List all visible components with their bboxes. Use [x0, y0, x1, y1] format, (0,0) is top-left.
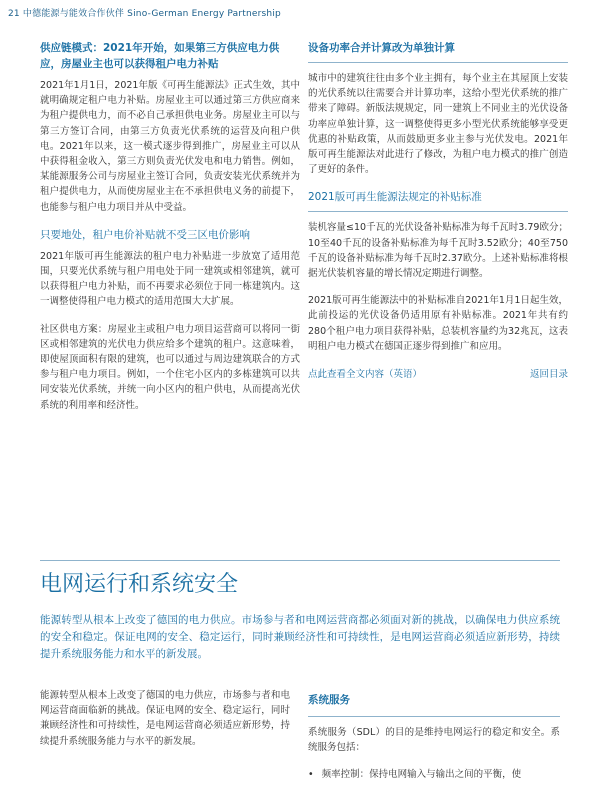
bottom-left-column — [40, 688, 290, 761]
section-title: 电网运行和系统安全 — [40, 572, 239, 597]
section-rule — [40, 560, 560, 561]
left-paragraph-3: 社区供电方案：房屋业主或租户电力项目运营商可以将同一街区或相邻建筑的光伏电力供应给多个建筑的租户。这意味着，即使屋顶面积有限的建筑，也可以通过与周边建筑联合的方式参与租户电力项目。例如，一个住宅小区内的多栋建筑可以共同安装光伏系统，并统一向小区内的租户供电，从而提高光伏系统的利用率和经济性。 — [40, 323, 300, 411]
left-heading-1: 供应链模式：2021年开始，如果第三方供应电力供应，房屋业主也可以获得租户电力补贴 — [40, 42, 280, 70]
section-intro: 能源转型从根本上改变了德国的电力供应。市场参与者和电网运营商都必须面对新的挑战，以确保电力供应系统的安全和稳定。保证电网的安全、稳定运行，同时兼顾经济性和可持续性，是电网运营商必须适应新形势，持续提升系统服务能力和水平的新发展。 — [40, 614, 560, 660]
left-column — [40, 40, 300, 425]
right-column — [308, 40, 568, 380]
bottom-right-column — [308, 692, 560, 782]
bullet-item — [308, 767, 560, 782]
right-divider-1 — [308, 62, 568, 63]
right-paragraph-1: 城市中的建筑往往由多个业主拥有，每个业主在其屋顶上安装的光伏系统以往需要合并计算功率，这给小型光伏系统的推广带来了障碍。新版法规规定，同一建筑上不同业主的光伏设备功率应单独计算，这一调整使得更多小型光伏系统能够享受更优惠的补贴政策，从而鼓励更多业主参与光伏发电。2021年版可再生能源法对此进行了修改，为租户电力模式的推广创造了更好的条件。 — [308, 73, 568, 176]
full-text-link[interactable]: 点此查看全文内容（英语） — [308, 369, 423, 381]
bottom-right-heading: 系统服务 — [308, 694, 350, 706]
left-paragraph-2: 2021年版可再生能源法的租户电力补贴进一步放宽了适用范围，只要光伏系统与租户用电处于同一建筑或相邻建筑，就可以获得租户电力补贴，而不再要求必须位于同一栋建筑内。这一调整使得租户电力模式的适用范围大大扩展。 — [40, 250, 300, 308]
page-header: 21 中德能源与能效合作伙伴 Sino-German Energy Partnership — [8, 9, 281, 19]
right-heading-2: 2021版可再生能源法规定的补贴标准 — [308, 191, 482, 204]
grid-section — [40, 560, 560, 663]
right-divider-2 — [308, 211, 568, 212]
back-to-contents-link[interactable]: 返回目录 — [529, 369, 568, 381]
right-heading-1: 设备功率合并计算改为单独计算 — [308, 42, 455, 54]
bullet-dot-icon: • — [308, 769, 314, 781]
bottom-left-paragraph: 能源转型从根本上改变了德国的电力供应，市场参与者和电网运营商面临新的挑战。保证电网的安全、稳定运行，同时兼顾经济性和可持续性，是电网运营商必须适应新形势，持续提升系统服务能力与水平的新发展。 — [40, 690, 290, 747]
left-paragraph-1: 2021年1月1日，2021年版《可再生能源法》正式生效，其中就明确规定租户电力补贴。房屋业主可以通过第三方供应商来为租户提供电力，而不必自己承担供电业务。房屋业主可以与第三方签订合同，由第三方负责光伏系统的运营及向租户供电。2021年以来，这一模式逐步得到推广，房屋业主可以从中获得租金收入，第三方则负责光伏发电和电力销售。例如，某能源服务公司与房屋业主签订合同，负责安装光伏系统并为租户提供电力，从而使房屋业主在不承担供电义务的前提下，也能参与租户电力项目并从中受益。 — [40, 80, 300, 213]
left-heading-2: 只要地处，租户电价补贴就不受三区电价影响 — [40, 228, 250, 241]
right-paragraph-3: 2021版可再生能源法中的补贴标准自2021年1月1日起生效，此前投运的光伏设备仍适用原有补贴标准。2021年共有约280个租户电力项目获得补贴，总装机容量约为32兆瓦，这表明租户电力模式在德国正逐步得到推广和应用。 — [308, 295, 568, 352]
right-paragraph-2: 装机容量≤10千瓦的光伏设备补贴标准为每千瓦时3.79欧分；10至40千瓦的设备补贴标准为每千瓦时3.52欧分；40至750千瓦的设备补贴标准为每千瓦时2.37欧分。上述补贴标准将根据光伏装机容量的增长情况定期进行调整。 — [308, 222, 568, 280]
bottom-right-divider — [308, 716, 560, 717]
bullet-text: 频率控制：保持电网输入与输出之间的平衡，使 — [321, 769, 522, 781]
bottom-right-paragraph: 系统服务（SDL）的目的是维持电网运行的稳定和安全。系统服务包括： — [308, 727, 560, 754]
right-link-row — [308, 366, 568, 380]
